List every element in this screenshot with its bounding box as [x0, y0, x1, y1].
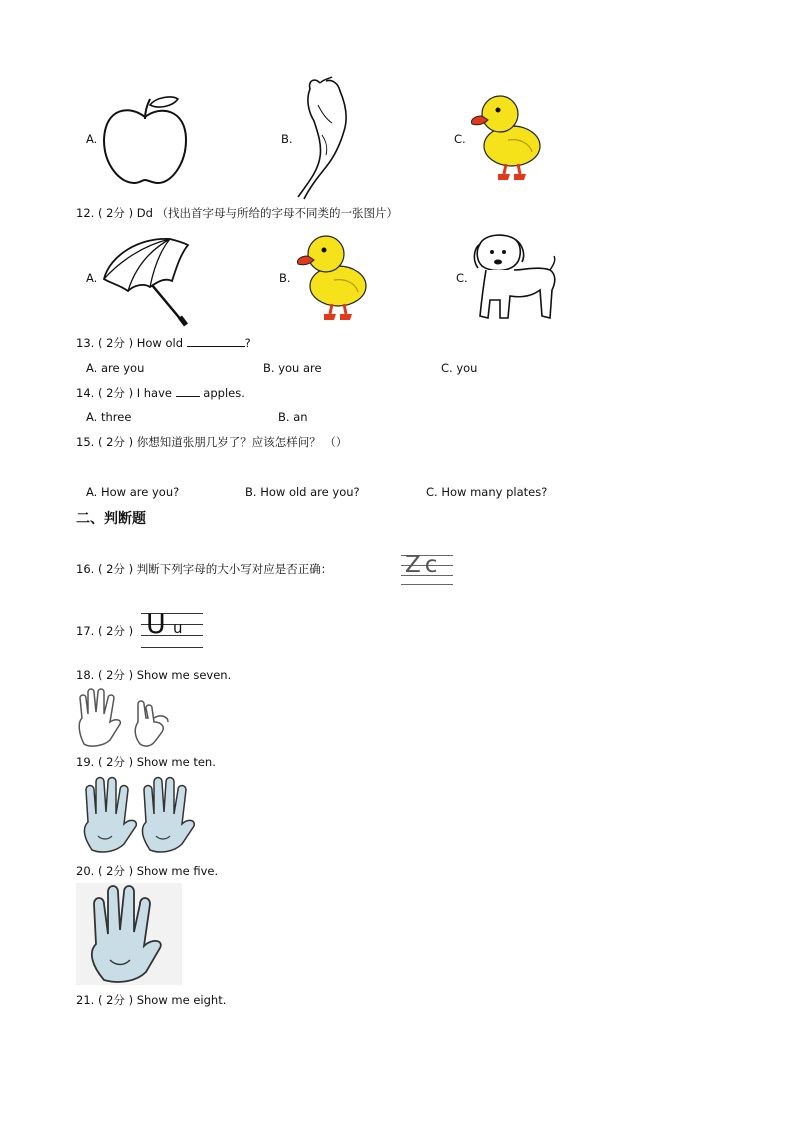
question-13 — [76, 336, 251, 350]
question-text: 判断下列字母的大小写对应是否正确： — [136, 562, 333, 576]
q14-option-a[interactable]: A. three — [86, 410, 132, 424]
uppercase-letter: U — [146, 609, 166, 640]
question-number: 20. — [76, 864, 95, 878]
question-text: Show me five. — [136, 864, 219, 878]
lowercase-letter: u — [173, 619, 183, 637]
question-score: ( 2分 ) — [97, 206, 134, 220]
question-16 — [76, 562, 332, 576]
question-number: 14. — [76, 386, 95, 400]
question-text: 你想知道张朋几岁了？应该怎样问？ （） — [136, 435, 348, 449]
letter-pair: Zc — [405, 552, 442, 578]
q15-option-c[interactable]: C. How many plates? — [426, 485, 548, 499]
hands-seven-icon — [76, 688, 176, 748]
question-number: 21. — [76, 993, 95, 1007]
question-text: Show me ten. — [136, 755, 216, 769]
question-text: Dd （找出首字母与所给的字母不同类的一张图片） — [136, 206, 399, 220]
q12-option-a-letter: A. — [86, 271, 98, 285]
question-20 — [76, 864, 218, 878]
question-text-before: I have — [136, 386, 172, 400]
letter-writing-lines — [141, 609, 203, 649]
question-score: ( 2分 ) — [97, 435, 134, 449]
question-score: ( 2分 ) — [97, 993, 134, 1007]
question-19 — [76, 755, 216, 769]
question-number: 13. — [76, 336, 95, 350]
hand-five-icon — [84, 884, 179, 984]
q15-option-b[interactable]: B. How old are you? — [245, 485, 360, 499]
answer-blank[interactable] — [187, 336, 245, 347]
question-text-after: apples. — [203, 386, 245, 400]
question-score: ( 2分 ) — [97, 864, 134, 878]
q12-option-c-letter: C. — [456, 271, 468, 285]
question-text: Show me eight. — [136, 993, 227, 1007]
question-text-before: How old — [136, 336, 183, 350]
q11-option-c-letter: C. — [454, 132, 466, 146]
question-score: ( 2分 ) — [97, 336, 134, 350]
section-title: 二、判断题 — [76, 511, 146, 527]
duck-icon — [468, 90, 548, 185]
answer-blank[interactable] — [176, 386, 200, 397]
duck-icon — [290, 230, 370, 325]
question-score: ( 2分 ) — [97, 562, 134, 576]
question-number: 18. — [76, 668, 95, 682]
question-18 — [76, 668, 231, 682]
question-text-after: ? — [244, 336, 251, 350]
arm-icon — [292, 75, 362, 200]
q13-option-b[interactable]: B. you are — [263, 361, 322, 375]
apple-icon — [100, 95, 190, 190]
question-21 — [76, 993, 226, 1007]
q15-option-a[interactable]: A. How are you? — [86, 485, 180, 499]
question-14 — [76, 386, 245, 400]
question-score: ( 2分 ) — [97, 755, 134, 769]
letter-writing-lines — [401, 552, 453, 585]
question-number: 16. — [76, 562, 95, 576]
question-number: 17. — [76, 624, 95, 638]
q12-option-b-letter: B. — [279, 271, 291, 285]
question-score: ( 2分 ) — [97, 624, 134, 638]
question-15 — [76, 435, 347, 449]
hands-ten-icon — [78, 776, 206, 854]
q11-option-a-letter: A. — [86, 132, 98, 146]
q11-option-b-letter: B. — [281, 132, 293, 146]
q13-option-c[interactable]: C. you — [441, 361, 478, 375]
question-number: 15. — [76, 435, 95, 449]
q13-option-a[interactable]: A. are you — [86, 361, 145, 375]
umbrella-icon — [100, 233, 195, 328]
question-12 — [76, 206, 398, 220]
question-score: ( 2分 ) — [97, 668, 134, 682]
question-17 — [76, 624, 133, 638]
question-score: ( 2分 ) — [97, 386, 134, 400]
question-number: 12. — [76, 206, 95, 220]
q14-option-b[interactable]: B. an — [278, 410, 308, 424]
question-text: Show me seven. — [136, 668, 232, 682]
dog-icon — [470, 230, 560, 325]
question-number: 19. — [76, 755, 95, 769]
